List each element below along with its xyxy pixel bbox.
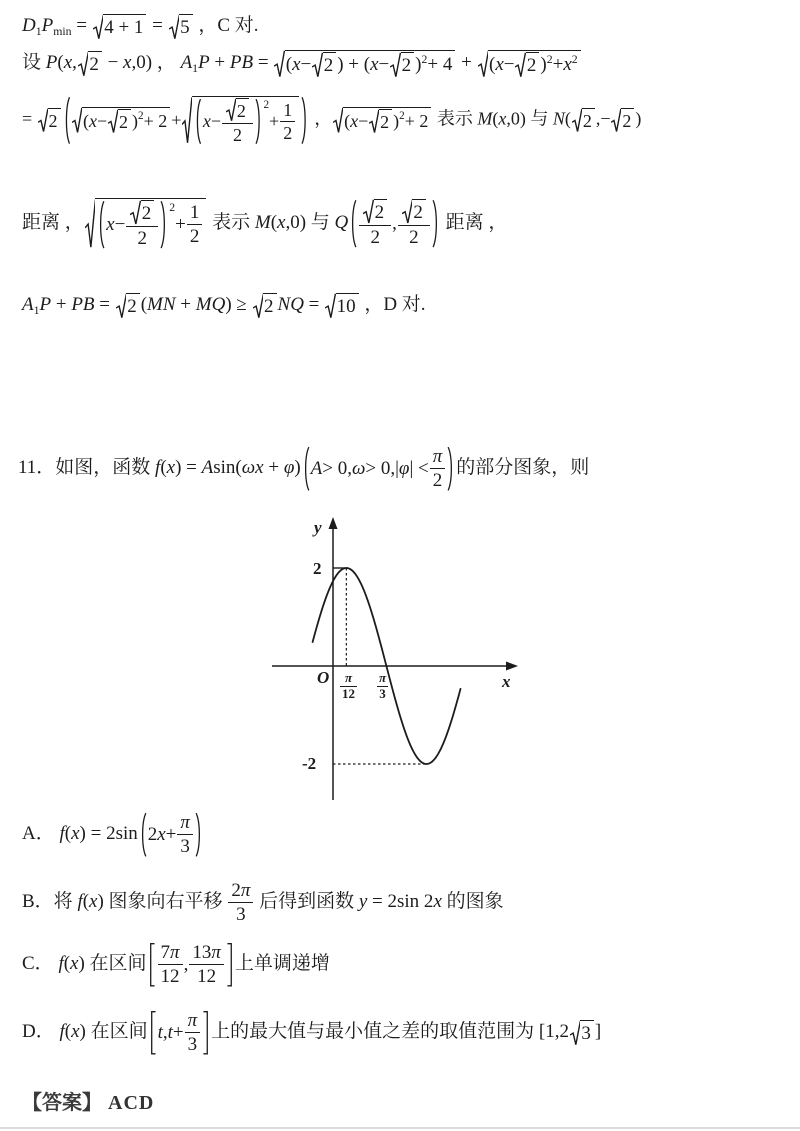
solution-line-1: D1Pmin = 4 + 1 = 5 ，C 对.: [22, 15, 259, 38]
origin-label: O: [317, 668, 330, 687]
option-b: B．将 f(x) 图象向右平移 $\frac{2\pi}{3}$ 后得到函数 y = 2sin 2x 的图象: [22, 880, 504, 926]
y-max-tick-label: 2: [313, 559, 322, 578]
option-c: C． f(x) 在区间 $\frac{7\pi}{12}$ , $\frac{13\pi}{12}$ 上单调递增: [22, 942, 330, 988]
solution-line-4: 距离 ， x − $\frac{2}{2}$ 2 + $\frac{1}{2}$ 表示 M(x,0) 与 Q $\frac{2}{2}$ , $\frac{2}{2}$ 距离 ，: [22, 198, 507, 249]
answer-label: 【答案】: [22, 1092, 102, 1114]
function-graph: [262, 515, 532, 805]
answer-line: [22, 1086, 154, 1115]
option-a: A． f(x) = 2sin 2 x + $\frac{\pi}{3}$: [22, 812, 204, 858]
solution-line-3: = 2 ( x − 2 ) 2 + 2 + x − $\frac{2}{2}$ 2 + $\frac{1}{2}$ ， ( x − 2 ) 2 + 2 表示 M(x,0) 与 N( 2 ,− 2 ): [22, 96, 641, 145]
x-axis-label: x: [502, 672, 511, 691]
page-bottom-divider: [0, 1127, 800, 1129]
x-tick-pi-over-12: $\frac{\pi}{12}$: [342, 670, 355, 701]
answer-value: ACD: [108, 1092, 155, 1114]
solution-line-2: 设 P(x, 2 − x,0) ， A1P + PB = ( x − 2 ) + ( x − 2 ) 2 + 4 + ( x − 2 ) 2 + x 2: [22, 50, 582, 78]
y-min-tick-label: -2: [302, 754, 317, 773]
solution-line-5: A1P + PB = 2 (MN + MQ) ≥ 2 NQ = 10 ，D 对.: [22, 294, 426, 317]
question-11-stem: 11．如图，函数 f(x) = Asin(ωx + φ) A > 0, ω > 0,| φ | < $\frac{\pi}{2}$ 的部分图象，则: [18, 446, 590, 492]
y-axis-label: y: [314, 518, 322, 537]
option-d: D． f(x) 在区间 t , t + $\frac{\pi}{3}$ 上的最大值与最小值之差的取值范围为 [1,2 3 ]: [22, 1010, 602, 1056]
x-tick-pi-over-3: $\frac{\pi}{3}$: [379, 670, 387, 701]
